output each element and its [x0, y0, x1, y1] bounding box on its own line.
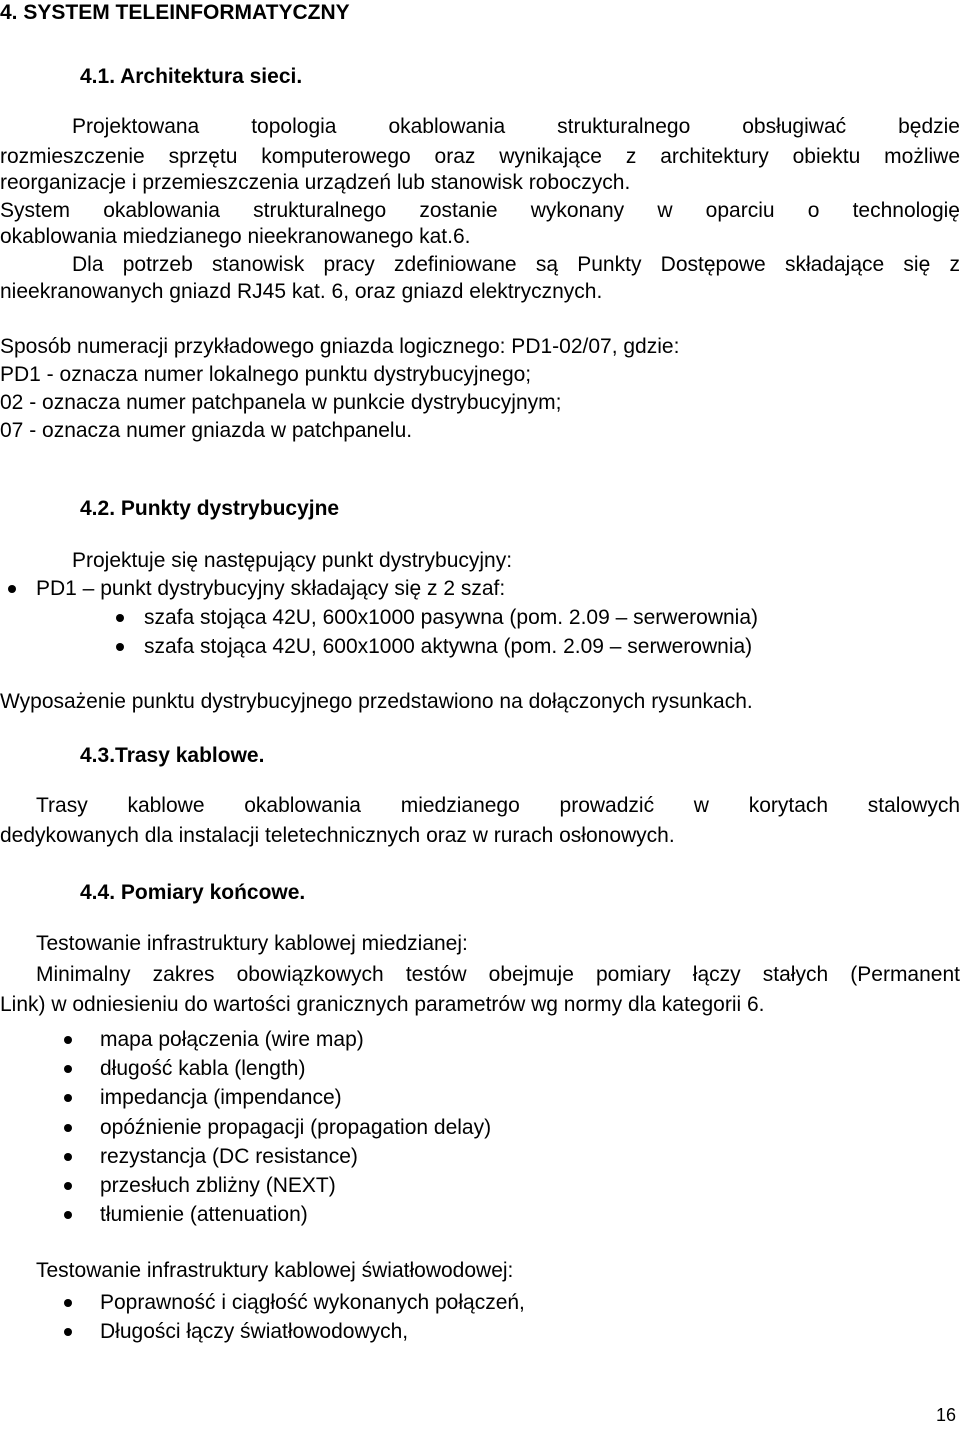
cable-routes-line-2: dedykowanych dla instalacji teletechnicznych oraz w rurach osłonowych.	[0, 824, 675, 847]
bullet-icon	[64, 1211, 72, 1219]
numbering-line-1: Sposób numeracji przykładowego gniazda logicznego: PD1-02/07, gdzie:	[0, 335, 680, 358]
copper-test-item: przesłuch zbliżny (NEXT)	[100, 1174, 336, 1197]
copper-testing-heading: Testowanie infrastruktury kablowej miedzianej:	[36, 932, 468, 955]
page-number: 16	[936, 1405, 957, 1425]
bullet-icon	[64, 1153, 72, 1161]
numbering-line-3: 02 - oznacza numer patchpanela w punkcie dystrybucyjnym;	[0, 391, 562, 414]
pd1-description: PD1 – punkt dystrybucyjny składający się z 2 szaf:	[36, 577, 506, 600]
heading-4-2: 4.2. Punkty dystrybucyjne	[80, 497, 340, 520]
bullet-icon	[64, 1065, 72, 1073]
bullet-icon	[64, 1328, 72, 1336]
paragraph-1-line-2: rozmieszczenie sprzętu komputerowego oraz wynikające z architektury obiektu możliwe	[0, 145, 960, 168]
heading-4-1: 4.1. Architektura sieci.	[80, 65, 303, 88]
copper-testing-line-1: Minimalny zakres obowiązkowych testów obejmuje pomiary łączy stałych (Permanent	[36, 963, 960, 986]
copper-testing-line-2: Link) w odniesieniu do wartości granicznych parametrów wg normy dla kategorii 6.	[0, 993, 765, 1016]
cabinet-item: szafa stojąca 42U, 600x1000 pasywna (pom. 2.09 – serwerownia)	[144, 606, 759, 629]
fiber-testing-heading: Testowanie infrastruktury kablowej światłowodowej:	[36, 1259, 514, 1282]
fiber-test-item: Długości łączy światłowodowych,	[100, 1320, 409, 1343]
bullet-icon	[8, 585, 16, 593]
paragraph-1-line-1: Projektowana topologia okablowania strukturalnego obsługiwać będzie	[72, 115, 960, 138]
numbering-line-4: 07 - oznacza numer gniazda w patchpanelu.	[0, 419, 413, 442]
bullet-icon	[116, 614, 124, 622]
copper-test-item: długość kabla (length)	[100, 1057, 306, 1080]
copper-test-item: opóźnienie propagacji (propagation delay)	[100, 1116, 492, 1139]
fiber-test-item: Poprawność i ciągłość wykonanych połączeń,	[100, 1291, 525, 1314]
distribution-intro: Projektuje się następujący punkt dystrybucyjny:	[72, 549, 513, 572]
paragraph-3-line-2: nieekranowanych gniazd RJ45 kat. 6, oraz gniazd elektrycznych.	[0, 280, 603, 303]
paragraph-2-line-2: okablowania miedzianego nieekranowanego kat.6.	[0, 225, 471, 248]
numbering-line-2: PD1 - oznacza numer lokalnego punktu dystrybucyjnego;	[0, 363, 532, 386]
heading-4-4: 4.4. Pomiary końcowe.	[80, 881, 306, 904]
cable-routes-line-1: Trasy kablowe okablowania miedzianego prowadzić w korytach stalowych	[36, 794, 960, 817]
bullet-icon	[64, 1182, 72, 1190]
cabinet-item: szafa stojąca 42U, 600x1000 aktywna (pom. 2.09 – serwerownia)	[144, 635, 753, 658]
equipment-note: Wyposażenie punktu dystrybucyjnego przedstawiono na dołączonych rysunkach.	[0, 690, 753, 713]
paragraph-2-line-1: System okablowania strukturalnego zostanie wykonany w oparciu o technologię	[0, 199, 960, 222]
heading-4-3: 4.3.Trasy kablowe.	[80, 744, 265, 767]
paragraph-3-line-1: Dla potrzeb stanowisk pracy zdefiniowane są Punkty Dostępowe składające się z	[72, 253, 960, 276]
bullet-icon	[64, 1299, 72, 1307]
copper-test-item: mapa połączenia (wire map)	[100, 1028, 364, 1051]
bullet-icon	[64, 1094, 72, 1102]
bullet-icon	[116, 643, 124, 651]
paragraph-1-line-3: reorganizacje i przemieszczenia urządzeń lub stanowisk roboczych.	[0, 171, 631, 194]
bullet-icon	[64, 1036, 72, 1044]
copper-test-item: impedancja (impendance)	[100, 1086, 342, 1109]
bullet-icon	[64, 1124, 72, 1132]
copper-test-item: tłumienie (attenuation)	[100, 1203, 308, 1226]
copper-test-item: rezystancja (DC resistance)	[100, 1145, 358, 1168]
section-title: 4. SYSTEM TELEINFORMATYCZNY	[0, 1, 350, 24]
